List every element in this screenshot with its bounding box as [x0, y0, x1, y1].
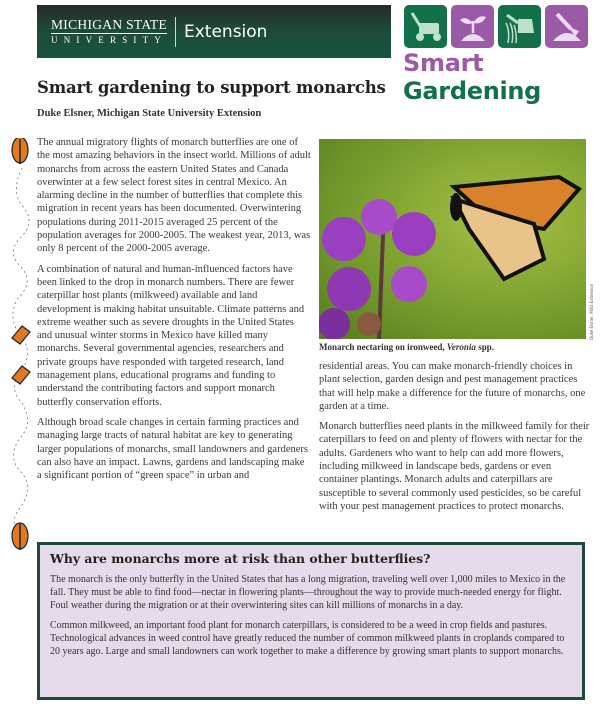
msu-line2: UNIVERSITY: [51, 34, 167, 45]
butterfly-icon: [12, 366, 30, 384]
monarch-butterfly: [450, 177, 579, 279]
caption-genus: Veronia: [446, 342, 476, 352]
msu-wordmark: [51, 18, 167, 46]
article-title: Smart gardening to support monarchs: [37, 78, 386, 97]
trowel-icon: [545, 5, 588, 48]
monarch-photo: [319, 139, 586, 339]
lawn-mower-icon: [404, 5, 447, 48]
caption-text: Monarch nectaring on ironweed,: [319, 342, 447, 352]
butterfly-flight-path-decoration: [8, 138, 38, 553]
photo-credit: Duke Elsner, MSU Extension: [589, 283, 594, 340]
box-paragraph: The monarch is the only butterfly in the United States that has a long migration, traveling well over 1,000 miles to Mexico in the fall. They must be able to find food—nectar in flowering plants—throughout the way to provide much-needed energy for flight. Foul weather during the migration or at their overwintering sites can kill millions of monarchs in a day.: [50, 574, 566, 611]
watering-can-icon: [498, 5, 541, 48]
smart-gardening-wordmark: [403, 49, 592, 105]
seedling-icon: [451, 5, 494, 48]
right-column: [319, 360, 591, 520]
logo-word-gardening: Gardening: [403, 77, 542, 105]
paragraph: The annual migratory flights of monarch butterflies are one of the most amazing behaviors in the insect world. Millions of adult monarchs from across the eastern United States and Canada overwinter at a few select forest sites in central Mexico. An alarming decline in the number of butterflies that complete this migration in recent years has been documented. Overwintering populations during 2011-2015 averaged 25 percent of the population averages for 2000-2005. The weakest year, 2013, was only 8 percent of the 2000-2005 average.: [37, 137, 311, 255]
butterfly-icon: [12, 523, 28, 550]
sidebar-info-box: [37, 542, 585, 700]
smart-gardening-logo: [400, 5, 592, 105]
butterfly-icon: [12, 138, 28, 164]
msu-extension-banner: [37, 5, 391, 58]
caption-suffix: spp.: [475, 342, 494, 352]
byline: Duke Elsner, Michigan State University Extension: [37, 108, 262, 119]
photo-caption: [319, 342, 494, 353]
ironweed-flowers: [319, 199, 436, 339]
left-column: [37, 136, 311, 489]
paragraph: A combination of natural and human-influenced factors have been linked to the drop in monarch numbers. There are fewer caterpillar host plants (milkweed) available and land development is making habitat unsuitable. Climate patterns and extreme weather such as severe droughts in the United States and unusual winter storms in Mexico have killed many monarchs. Several governmental agencies, researchers and private groups have responded with targeted research, land management plans, educational programs and funding to understand the contributing factors and support monarch butterfly conservation efforts.: [37, 263, 305, 408]
paragraph: Although broad scale changes in certain farming practices and managing large tracts of natural habitat are key to generating larger populations of monarchs, small landowners and gardeners can also have an impact. Lawns, gardens and landscaping make a significant portion of “green space” in urban and: [37, 416, 308, 482]
extension-label: Extension: [184, 21, 268, 42]
paragraph: residential areas. You can make monarch-friendly choices in plant selection, garden design and pest management practices that will help make a difference for the future of monarchs, one garden at a time.: [319, 361, 586, 412]
butterfly-icon: [12, 326, 30, 344]
box-paragraph: Common milkweed, an important food plant for monarch caterpillars, is considered to be a weed in crop fields and pastures. Technological advances in weed control have greatly reduced the number of common milkweed plants in croplands compared to 20 years ago. Large and small landowners can work together to make a difference by growing smart plants to support monarchs.: [50, 620, 565, 657]
box-title: Why are monarchs more at risk than other butterflies?: [50, 551, 431, 566]
paragraph: Monarch butterflies need plants in the milkweed family for their caterpillars to feed on and plenty of flowers with nectar for the adults. Gardeners who want to help can add more flowers, including milkweed in landscape beds, gardens or even container plantings. Monarch adults and caterpillars are susceptible to several commonly used pesticides, so be careful with your pest management practices to protect monarchs.: [319, 421, 590, 512]
msu-line1: MICHIGAN STATE: [51, 16, 167, 32]
logo-word-smart: Smart: [403, 49, 484, 77]
banner-divider: [175, 17, 176, 47]
